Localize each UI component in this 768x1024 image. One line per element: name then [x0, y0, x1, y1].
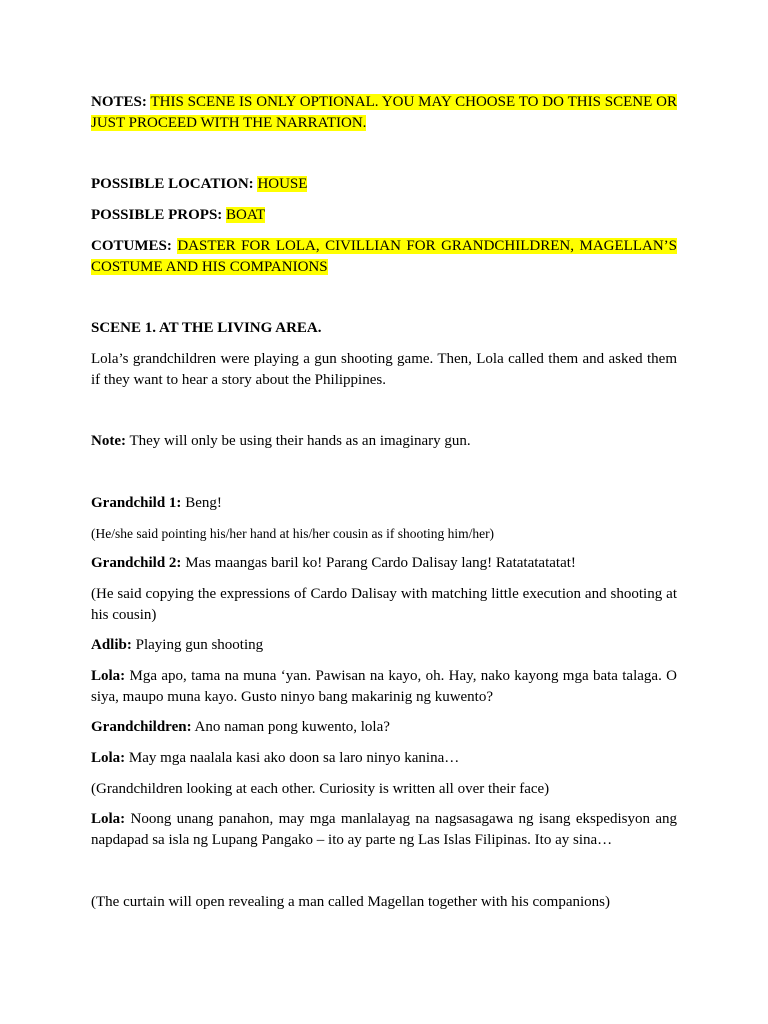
script-line [91, 809, 677, 850]
script-line [91, 553, 677, 574]
stage-direction: (Grandchildren looking at each other. Curiosity is written all over their face) [91, 781, 550, 797]
intro-paragraph: Lola’s grandchildren were playing a gun shooting game. Then, Lola called them and asked them if they want to hear a story about the Philippines. [91, 351, 677, 388]
notes-label: NOTES: [91, 94, 147, 110]
location-value: HOUSE [257, 176, 308, 192]
notes-text: THIS SCENE IS ONLY OPTIONAL. YOU MAY CHOOSE TO DO THIS SCENE OR JUST PROCEED WITH THE NARRATION. [91, 94, 677, 131]
note-text: They will only be using their hands as an imaginary gun. [129, 433, 471, 449]
speaker-label: Lola: [91, 811, 126, 827]
note-label: Note: [91, 433, 126, 449]
stage-direction: (He/she said pointing his/her hand at his/her cousin as if shooting him/her) [91, 526, 495, 541]
dialogue-text: Mga apo, tama na muna ‘yan. Pawisan na kayo, oh. Hay, nako kayong mga bata talaga. O siya, maupo muna kayo. Gusto ninyo bang makarinig ng kuwento? [91, 668, 678, 705]
script-line [91, 493, 677, 514]
location-label: POSSIBLE LOCATION: [91, 176, 254, 192]
speaker-label: Grandchild 1: [91, 495, 182, 511]
costumes-value: DASTER FOR LOLA, CIVILLIAN FOR GRANDCHILDREN, MAGELLAN’S COSTUME AND HIS COMPANIONS [91, 238, 677, 275]
stage-direction: (The curtain will open revealing a man called Magellan together with his companions) [91, 894, 610, 910]
dialogue-text: Beng! [185, 495, 222, 511]
dialogue-text: May mga naalala kasi ako doon sa laro ninyo kanina… [128, 750, 460, 766]
costumes-paragraph [91, 236, 677, 277]
script-line [91, 666, 677, 707]
props-label: POSSIBLE PROPS: [91, 207, 223, 223]
costumes-label: COTUMES: [91, 238, 172, 254]
speaker-label: Lola: [91, 750, 126, 766]
note-line [91, 431, 677, 452]
speaker-label: Grandchild 2: [91, 555, 182, 571]
props-value: BOAT [226, 207, 266, 223]
speaker-label: Adlib: [91, 637, 132, 653]
speaker-label: Lola: [91, 668, 126, 684]
scene-heading: SCENE 1. AT THE LIVING AREA. [91, 320, 322, 336]
dialogue-text: Noong unang panahon, may mga manlalayag na nagsasagawa ng isang ekspedisyon ang napdapad sa isla ng Lupang Pangako – ito ay parte ng Las Islas Filipinas. Ito ay sina… [91, 811, 677, 848]
props-line [91, 205, 677, 226]
speaker-label: Grandchildren: [91, 719, 192, 735]
notes-paragraph [91, 92, 677, 133]
stage-direction: (He said copying the expressions of Cardo Dalisay with matching little execution and shooting at his cousin) [91, 586, 677, 623]
dialogue-text: Mas maangas baril ko! Parang Cardo Dalisay lang! Ratatatatatat! [185, 555, 576, 571]
script-line [91, 635, 677, 656]
script-line [91, 717, 677, 738]
script-line [91, 748, 677, 769]
dialogue-text: Playing gun shooting [135, 637, 264, 653]
dialogue-text: Ano naman pong kuwento, lola? [194, 719, 390, 735]
location-line [91, 174, 677, 195]
